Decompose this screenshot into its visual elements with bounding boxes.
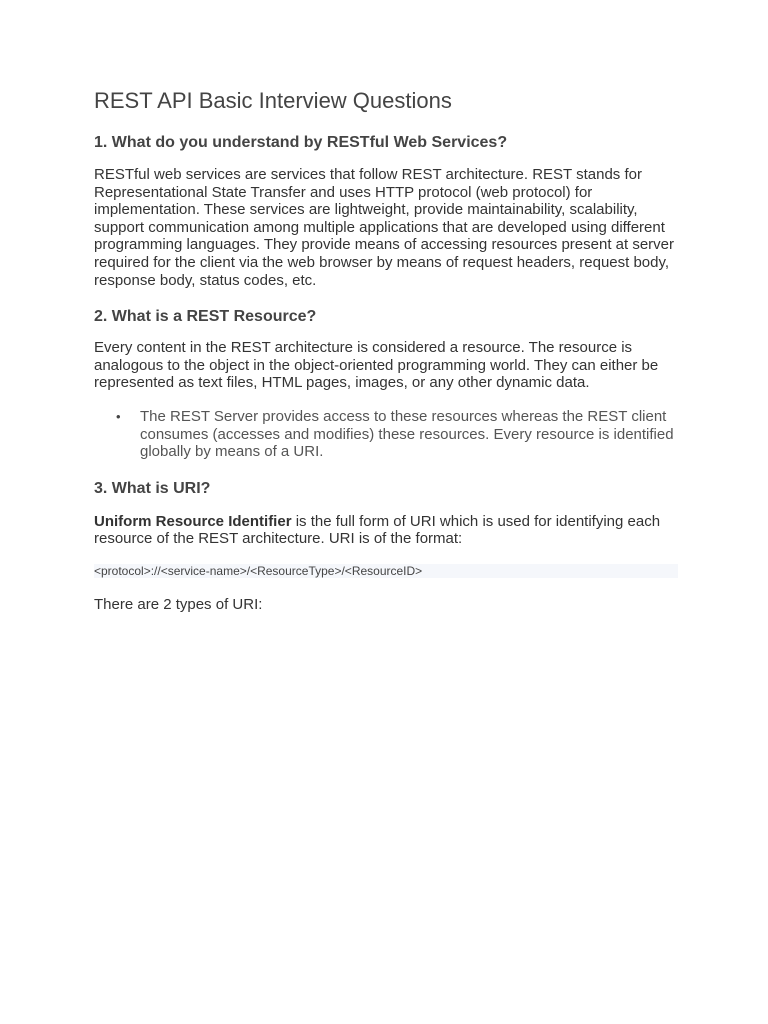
question-2-heading: 2. What is a REST Resource? xyxy=(94,308,317,326)
uri-full-form: Uniform Resource Identifier xyxy=(94,512,292,530)
document-page xyxy=(94,86,680,614)
question-2-bullet-list xyxy=(94,408,680,461)
list-item-text: The REST Server provides access to these resources whereas the REST client consumes (accesses and modifies) these resources. Every resource is identified globally by means of a URI. xyxy=(140,407,674,461)
question-3-heading: 3. What is URI? xyxy=(94,479,211,497)
uri-format-code: <protocol>://<service-name>/<ResourceType>/<ResourceID> xyxy=(94,564,678,578)
page-title: REST API Basic Interview Questions xyxy=(94,88,452,113)
bullet-icon: • xyxy=(116,408,121,424)
list-item xyxy=(94,408,680,461)
question-3-answer-text: is the full form of URI which is used for identifying each resource of the REST architecture. URI is of the format: xyxy=(94,512,661,548)
question-3-answer xyxy=(94,513,680,548)
uri-types-intro: There are 2 types of URI: xyxy=(94,595,263,613)
question-1-answer: RESTful web services are services that follow REST architecture. REST stands for Representational State Transfer and uses HTTP protocol (web protocol) for implementation. These services are lightweight, provide maintainability, scalability, support communication among multiple applications that are developed using different programming languages. They provide means of accessing resources present at server required for the client via the web browser by means of request headers, request body, response body, status codes, etc. xyxy=(94,166,675,289)
question-1-heading: 1. What do you understand by RESTful Web Services? xyxy=(94,134,508,151)
question-2-answer: Every content in the REST architecture is considered a resource. The resource is analogous to the object in the object-oriented programming world. They can either be represented as text files, HTML pages, images, or any other dynamic data. xyxy=(94,339,659,392)
